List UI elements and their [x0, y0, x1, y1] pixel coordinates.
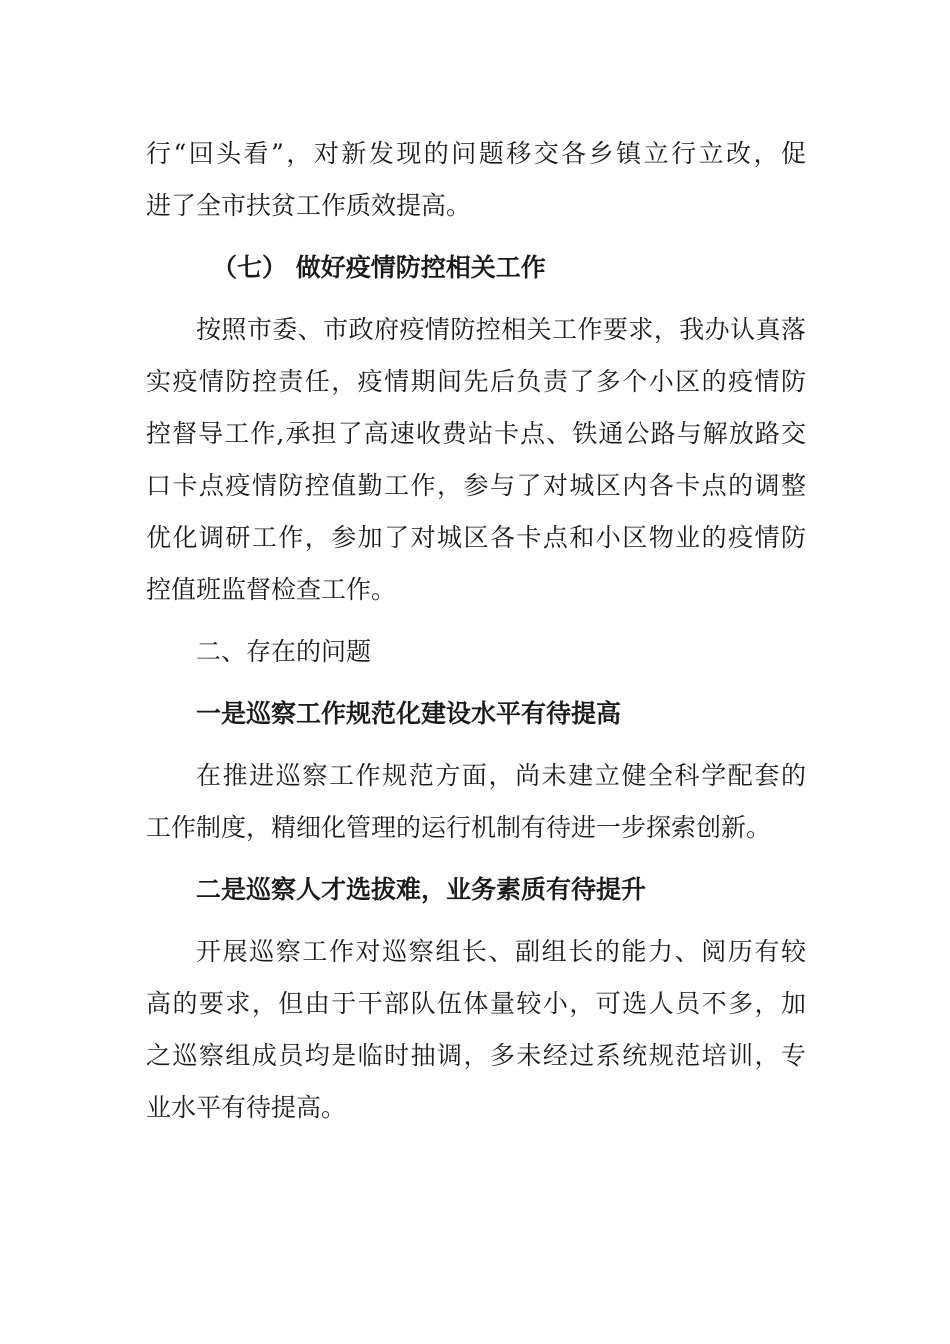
text-line: 口卡点疫情防控值勤工作，参与了对城区内各卡点的调整 — [146, 471, 806, 500]
paragraph-standardization — [146, 750, 806, 854]
paragraph-poverty-review — [146, 128, 806, 232]
text-line: 高的要求，但由于干部队伍体量较小，可选人员不多，加 — [146, 989, 806, 1018]
text-line: 业水平有待提高。 — [146, 1093, 347, 1122]
heading-talent-selection: 二是巡察人才选拔难，业务素质有待提升 — [196, 875, 647, 904]
text-line: 实疫情防控责任，疫情期间先后负责了多个小区的疫情防 — [146, 367, 806, 396]
text-line: 控督导工作,承担了高速收费站卡点、铁通公路与解放路交 — [146, 419, 806, 448]
paragraph-talent-selection — [146, 926, 806, 1134]
heading-standardization: 一是巡察工作规范化建设水平有待提高 — [196, 699, 622, 728]
text-line: 之巡察组成员均是临时抽调，多未经过系统规范培训，专 — [146, 1041, 806, 1070]
text-line: 在推进巡察工作规范方面，尚未建立健全科学配套的 — [196, 761, 806, 790]
text-line: 开展巡察工作对巡察组长、副组长的能力、阅历有较 — [196, 937, 806, 966]
text-line: 按照市委、市政府疫情防控相关工作要求，我办认真落 — [196, 315, 806, 344]
text-line: 工作制度，精细化管理的运行机制有待进一步探索创新。 — [146, 813, 772, 842]
heading-epidemic-prevention: （七） 做好疫情防控相关工作 — [212, 253, 546, 282]
text-line: 行“回头看”，对新发现的问题移交各乡镇立行立改，促 — [146, 139, 806, 168]
paragraph-epidemic-prevention — [146, 304, 806, 616]
section-heading-problems: 二、存在的问题 — [196, 637, 372, 666]
document-page — [146, 128, 806, 1134]
text-line: 控值班监督检查工作。 — [146, 575, 397, 604]
text-line: 优化调研工作，参加了对城区各卡点和小区物业的疫情防 — [146, 523, 806, 552]
text-line: 进了全市扶贫工作质效提高。 — [146, 191, 472, 220]
